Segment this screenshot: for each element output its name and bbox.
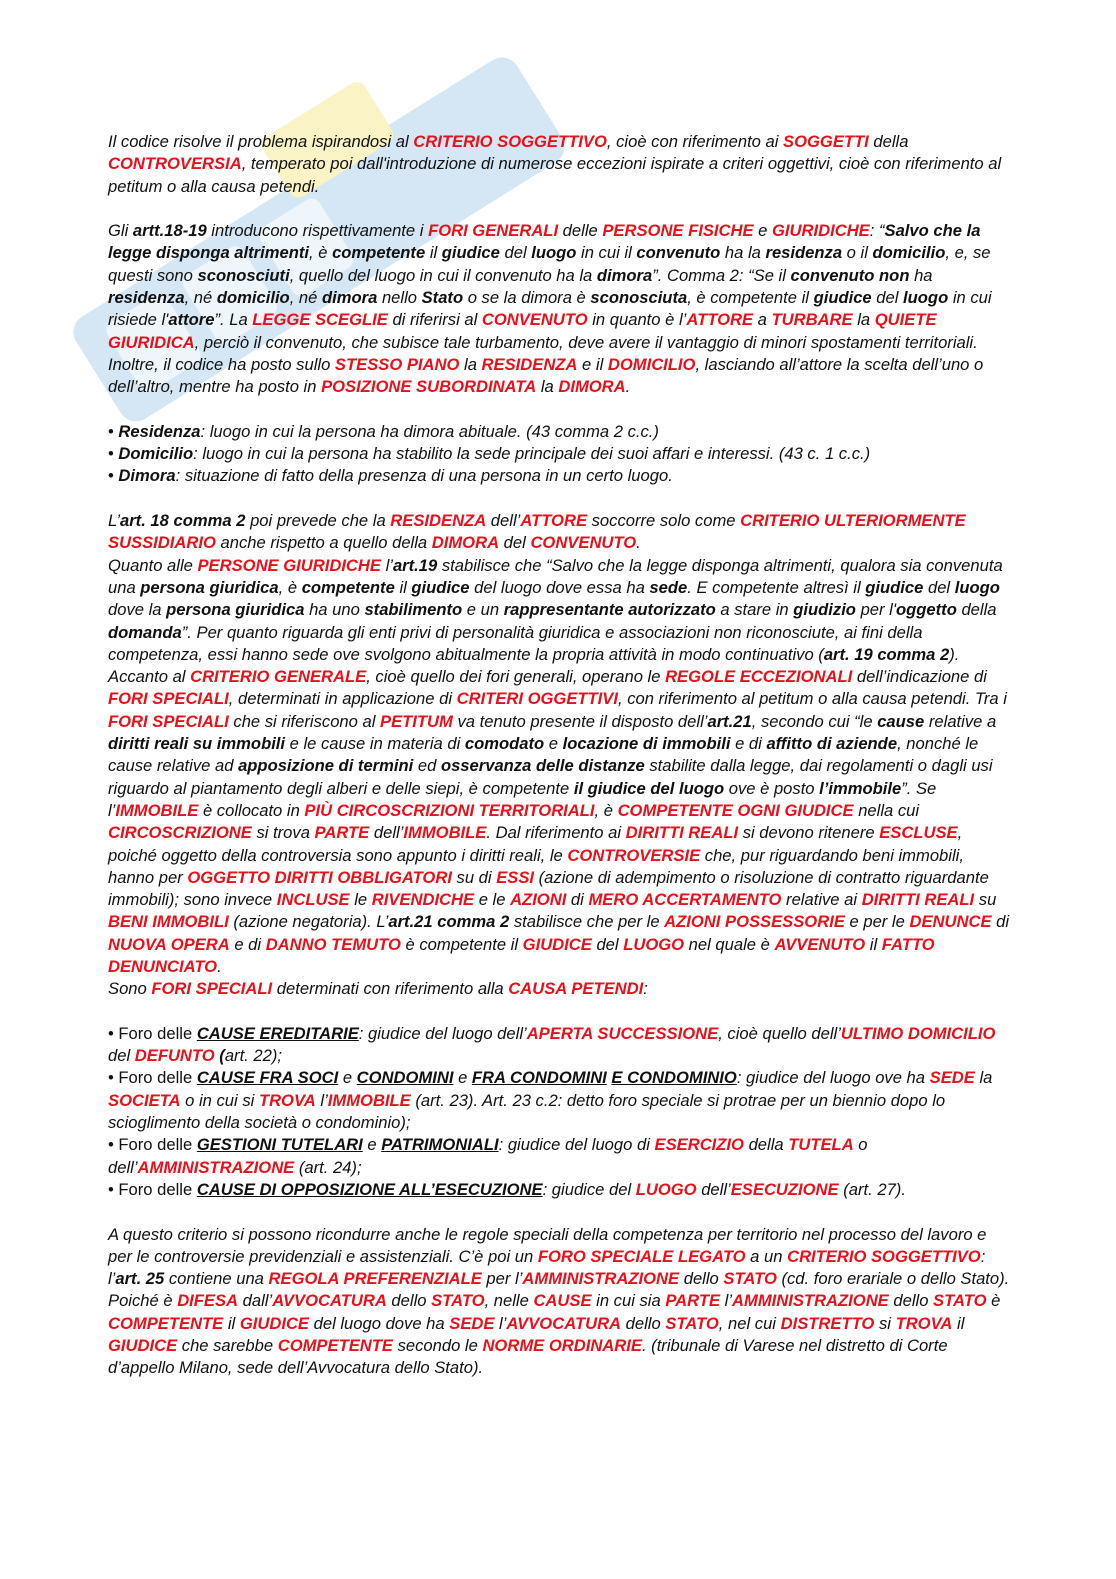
paragraph-fori-speciali: L’art. 18 comma 2 poi prevede che la RESIDENZA dell’ATTORE soccorre solo come CRITERIO ULTERIORMENTE SUSSIDIARIO anche rispetto a quello della DIMORA del CONVENUTO. Quanto alle PERSONE GIURIDICHE l’art.19 stabilisce che “Salvo che la legge disponga altrimenti, qualora sia convenuta una persona giuridica, è competente il giudice del luogo dove essa ha sede. E competente altresì il giudice del luogo dove la persona giuridica ha uno stabilimento e un rappresentante autorizzato a stare in giudizio per l'oggetto della domanda”. Per quanto riguarda gli enti privi di personalità giuridica e associazioni non riconosciute, ai fini della competenza, essi hanno sede ove svolgono abitualmente la propria attività in modo continuativo (art. 19 comma 2). Accanto al CRITERIO GENERALE, cioè quello dei fori generali, operano le REGOLE ECCEZIONALI dell’indicazione di FORI SPECIALI, determinati in applicazione di CRITERI OGGETTIVI, con riferimento al petitum o alla causa petendi. Tra i FORI SPECIALI che si riferiscono al PETITUM va tenuto presente il disposto dell’art.21, secondo cui “le cause relative a diritti reali su immobili e le cause in materia di comodato e locazione di immobili e di affitto di aziende, nonché le cause relative ad apposizione di termini ed osservanza delle distanze stabilite dalla legge, dai regolamenti o dagli usi riguardo al piantamento degli alberi e delle siepi, è competente il giudice del luogo ove è posto l’immobile”. Se l’IMMOBILE è collocato in PIÙ CIRCOSCRIZIONI TERRITORIALI, è COMPETENTE OGNI GIUDICE nella cui CIRCOSCRIZIONE si trova PARTE dell’IMMOBILE. Dal riferimento ai DIRITTI REALI si devono ritenere ESCLUSE, poiché oggetto della controversia sono appunto i diritti reali, le CONTROVERSIE che, pur riguardando beni immobili, hanno per OGGETTO DIRITTI OBBLIGATORI su di ESSI (azione di adempimento o risoluzione di contratto riguardante immobili); sono invece INCLUSE le RIVENDICHE e le AZIONI di MERO ACCERTAMENTO relative ai DIRITTI REALI su BENI IMMOBILI (azione negatoria). L’art.21 comma 2 stabilisce che per le AZIONI POSSESSORIE e per le DENUNCE di NUOVA OPERA e di DANNO TEMUTO è competente il GIUDICE del LUOGO nel quale è AVVENUTO il FATTO DENUNCIATO. Sono FORI SPECIALI determinati con riferimento alla CAUSA PETENDI: (108, 511, 1010, 999)
paragraph-foro-erariale: A questo criterio si possono ricondurre anche le regole speciali della competenza per territorio nel processo del lavoro e per le controversie previdenziali e assistenziali. C’è poi un FORO SPECIALE LEGATO a un CRITERIO SOGGETTIVO: l’art. 25 contiene una REGOLA PREFERENZIALE per l’AMMINISTRAZIONE dello STATO (cd. foro erariale o dello Stato). Poiché è DIFESA dall’AVVOCATURA dello STATO, nelle CAUSE in cui sia PARTE l’AMMINISTRAZIONE dello STATO è COMPETENTE il GIUDICE del luogo dove ha SEDE l’AVVOCATURA dello STATO, nel cui DISTRETTO si TROVA il GIUDICE che sarebbe COMPETENTE secondo le NORME ORDINARIE. (tribunale di Varese nel distretto di Corte d’appello Milano, sede dell’Avvocatura dello Stato). (108, 1224, 1010, 1378)
list-item-cause-soci: • Foro delle CAUSE FRA SOCI e CONDOMINI e FRA CONDOMINI E CONDOMINIO: giudice del luogo ove ha SEDE la SOCIETA o in cui si TROVA l’IMMOBILE (art. 23). Art. 23 c.2: detto foro speciale si protrae per un biennio dopo lo scioglimento della società o condominio); (108, 1068, 993, 1133)
list-item-gestioni-tutelari: • Foro delle GESTIONI TUTELARI e PATRIMONIALI: giudice del luogo di ESERCIZIO della TUTELA o dell’AMMINISTRAZIONE (art. 24); (108, 1135, 868, 1177)
paragraph-intro: Il codice risolve il problema ispirandosi al CRITERIO SOGGETTIVO, cioè con riferimento ai SOGGETTI della CONTROVERSIA, temperato poi dall'introduzione di numerose eccezioni ispirate a criteri oggettivi, cioè con riferimento al petitum o alla causa petendi. (108, 132, 1002, 196)
list-item-cause-ereditarie: • Foro delle CAUSE EREDITARIE: giudice del luogo dell’APERTA SUCCESSIONE, cioè quello dell’ULTIMO DOMICILIO del DEFUNTO (art. 22); (108, 1023, 996, 1066)
paragraph-fori-generali: Gli artt.18-19 introducono rispettivamente i FORI GENERALI delle PERSONE FISICHE e GIURIDICHE: “Salvo che la legge disponga altrimenti, è competente il giudice del luogo in cui il convenuto ha la residenza o il domicilio, e, se questi sono sconosciuti, quello del luogo in cui il convenuto ha la dimora”. Comma 2: “Se il convenuto non ha residenza, né domicilio, né dimora nello Stato o se la dimora è sconosciuta, è competente il giudice del luogo in cui risiede l'attore”. La LEGGE SCEGLIE di riferirsi al CONVENUTO in quanto è l’ATTORE a TURBARE la QUIETE GIURIDICA, perciò il convenuto, che subisce tale turbamento, deve avere il vantaggio di minori spostamenti territoriali. Inoltre, il codice ha posto sullo STESSO PIANO la RESIDENZA e il DOMICILIO, lasciando all’attore la scelta dell’uno o dell’altro, mentre ha posto in POSIZIONE SUBORDINATA la DIMORA. (108, 221, 992, 397)
document-page (108, 131, 1013, 1402)
definition-domicilio: • Domicilio: luogo in cui la persona ha stabilito la sede principale dei suoi affari e interessi. (43 c. 1 c.c.) (108, 444, 871, 464)
definition-residenza: • Residenza: luogo in cui la persona ha dimora abituale. (43 comma 2 c.c.) (108, 421, 659, 441)
list-item-opposizione-esecuzione: • Foro delle CAUSE DI OPPOSIZIONE ALL’ESECUZIONE: giudice del LUOGO dell’ESECUZIONE (art. 27). (108, 1179, 906, 1199)
definition-dimora: • Dimora: situazione di fatto della presenza di una persona in un certo luogo. (108, 466, 673, 486)
